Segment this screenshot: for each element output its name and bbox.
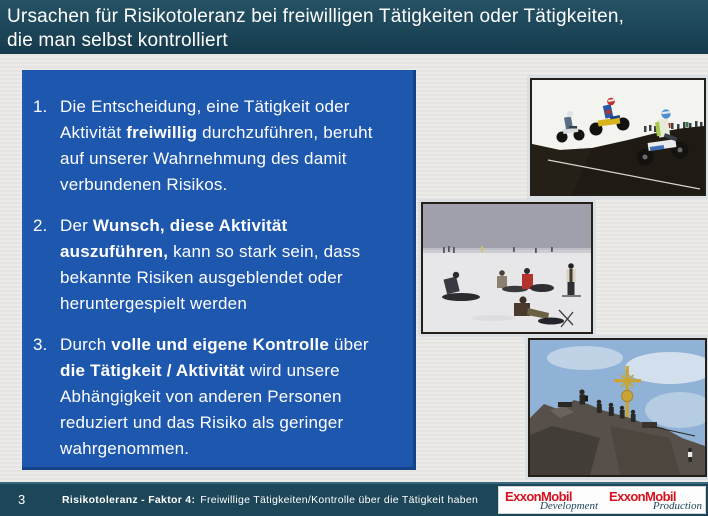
exxonmobil-development-logo xyxy=(498,486,602,514)
footer-caption-bold: Risikotoleranz - Faktor 4: xyxy=(62,494,196,506)
list-item-text: Der Wunsch, diese Aktivität auszuführen, kann so stark sein, dass bekannte Risiken ausgeblendet oder heruntergespielt werden xyxy=(60,216,361,313)
logo-panel xyxy=(498,486,706,514)
photo-snowboarders xyxy=(421,202,593,334)
summit-photo-illustration xyxy=(530,340,705,475)
division-label-production: Production xyxy=(652,500,702,512)
motocross-photo-illustration xyxy=(532,80,704,194)
list-item-text: Durch volle und eigene Kontrolle über die Tätigkeit / Aktivität wird unsere Abhängigkeit von anderen Personen reduziert und das Risiko als geringer wahrgenommen. xyxy=(60,335,369,458)
page-number: 3 xyxy=(18,492,26,507)
exxonmobil-production-logo xyxy=(602,486,706,514)
division-label-development: Development xyxy=(539,500,598,512)
content-box xyxy=(22,70,416,470)
list-item xyxy=(33,94,407,198)
risk-list xyxy=(33,94,407,462)
title-bar xyxy=(0,0,708,54)
slide-title-line-1: Ursachen für Risikotoleranz bei freiwilligen Tätigkeiten oder Tätigkeiten, xyxy=(7,6,625,27)
footer-bar xyxy=(0,482,708,516)
list-item-number: 2. xyxy=(33,216,48,235)
list-item xyxy=(33,213,407,317)
photo-motocross xyxy=(530,78,706,196)
list-item-number: 1. xyxy=(33,97,48,116)
snow-photo-illustration xyxy=(423,204,591,332)
exxonmobil-wordmark: ExxonMobil xyxy=(609,489,676,504)
footer-caption xyxy=(62,494,478,506)
list-item-number: 3. xyxy=(33,335,48,354)
list-item xyxy=(33,332,407,462)
list-item-text: Die Entscheidung, eine Tätigkeit oder Aktivität freiwillig durchzuführen, beruht auf unserer Wahrnehmung des damit verbundenen Risikos. xyxy=(60,97,373,194)
exxonmobil-wordmark: ExxonMobil xyxy=(505,489,572,504)
photo-summit-cross xyxy=(528,338,707,477)
slide-title-line-2: die man selbst kontrolliert xyxy=(7,30,228,51)
footer-caption-regular: Freiwillige Tätigkeiten/Kontrolle über die Tätigkeit haben xyxy=(200,494,479,506)
